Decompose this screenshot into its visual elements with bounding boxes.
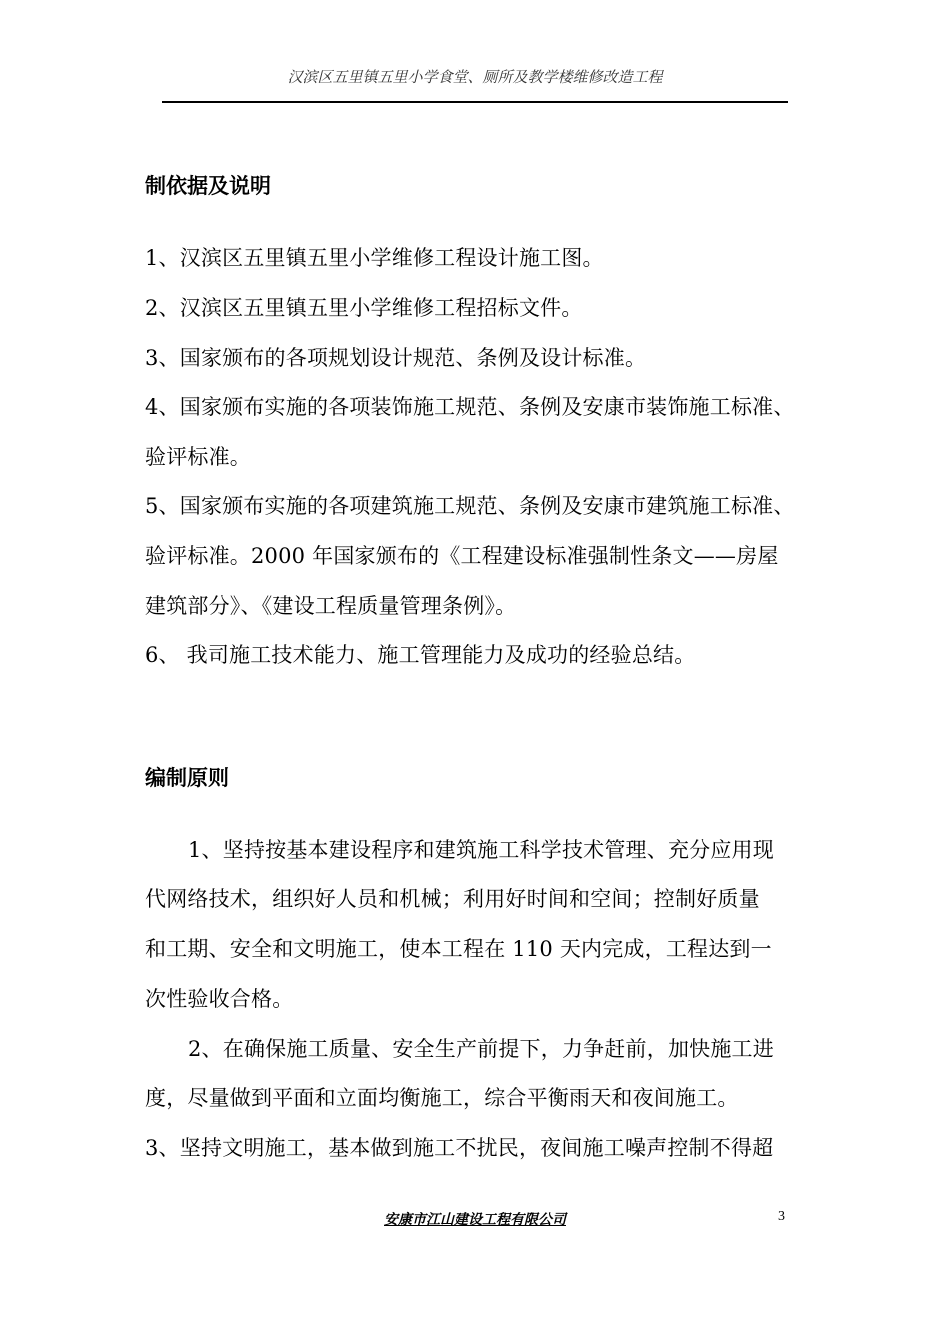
basis-line-4: 4、国家颁布实施的各项装饰施工规范、条例及安康市装饰施工标准、 (145, 395, 795, 419)
principle-line-1-cont: 代网络技术，组织好人员和机械；利用好时间和空间；控制好质量 (145, 887, 760, 911)
header-divider (162, 101, 788, 103)
basis-line-4-cont: 验评标准。 (145, 445, 251, 469)
basis-line-2: 2、汉滨区五里镇五里小学维修工程招标文件。 (145, 296, 583, 320)
basis-line-5-cont: 验评标准。2000 年国家颁布的《工程建设标准强制性条文——房屋 (145, 544, 779, 568)
footer-company-name: 安康市江山建设工程有限公司 (384, 1212, 566, 1228)
principle-line-1-cont3: 次性验收合格。 (145, 987, 294, 1011)
section-heading-principles: 编制原则 (145, 766, 229, 790)
basis-line-5-cont2: 建筑部分》、《建设工程质量管理条例》。 (145, 594, 517, 618)
page-number: 3 (778, 1209, 785, 1224)
principle-line-1: 1、坚持按基本建设程序和建筑施工科学技术管理、充分应用现 (188, 838, 774, 862)
section-heading-basis: 制依据及说明 (145, 174, 271, 198)
principle-line-3: 3、坚持文明施工，基本做到施工不扰民，夜间施工噪声控制不得超 (145, 1136, 774, 1160)
page-header-title: 汉滨区五里镇五里小学食堂、厕所及教学楼维修改造工程 (287, 68, 663, 86)
basis-line-3: 3、国家颁布的各项规划设计规范、条例及设计标准。 (145, 346, 647, 370)
principle-line-1-cont2: 和工期、安全和文明施工，使本工程在 110 天内完成，工程达到一 (145, 937, 772, 961)
principle-line-2: 2、在确保施工质量、安全生产前提下，力争赶前，加快施工进 (188, 1037, 774, 1061)
basis-line-1: 1、汉滨区五里镇五里小学维修工程设计施工图。 (145, 246, 604, 270)
basis-line-6: 6、 我司施工技术能力、施工管理能力及成功的经验总结。 (145, 643, 696, 667)
principle-line-2-cont: 度，尽量做到平面和立面均衡施工，综合平衡雨天和夜间施工。 (145, 1086, 739, 1110)
basis-line-5: 5、国家颁布实施的各项建筑施工规范、条例及安康市建筑施工标准、 (145, 494, 795, 518)
